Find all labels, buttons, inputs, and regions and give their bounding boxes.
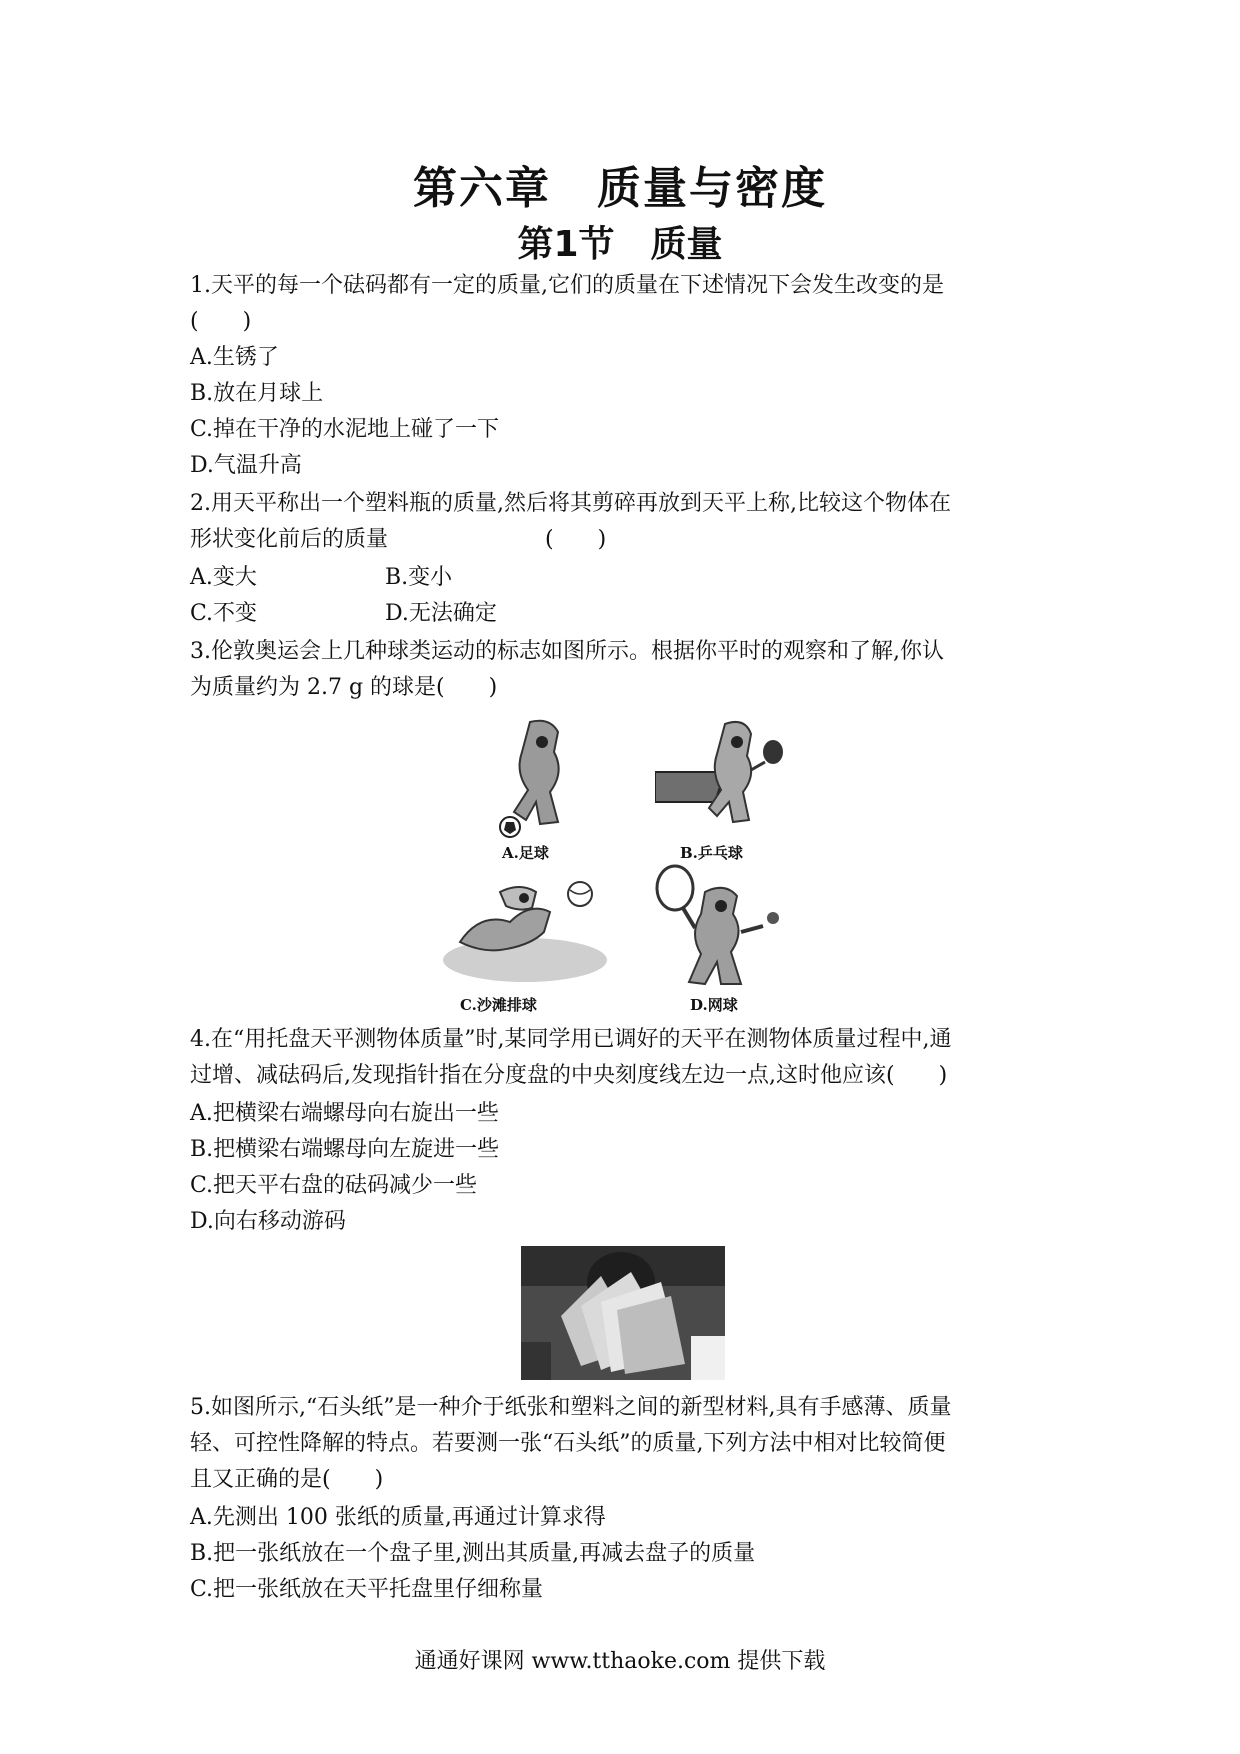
beach-volleyball-mascot-image	[440, 872, 610, 992]
q3-caption-a: A.足球	[502, 844, 549, 862]
q2-stem-line2: 形状变化前后的质量	[190, 527, 389, 552]
q4-option-b: B.把横梁右端螺母向左旋进一些	[190, 1137, 500, 1162]
q5-stem-line3: 且又正确的是( )	[190, 1467, 384, 1492]
q1-stem-line1: 1.天平的每一个砝码都有一定的质量,它们的质量在下述情况下会发生改变的是	[190, 273, 944, 298]
q2-option-c: C.不变	[190, 601, 258, 626]
pingpong-mascot-image	[655, 712, 795, 842]
q4-option-c: C.把天平右盘的砝码减少一些	[190, 1173, 478, 1198]
q5-stem-line2: 轻、可控性降解的特点。若要测一张“石头纸”的质量,下列方法中相对比较简便	[190, 1431, 946, 1456]
q2-answer-bracket: ( )	[545, 527, 607, 552]
q2-option-b: B.变小	[385, 565, 453, 590]
q5-option-a: A.先测出 100 张纸的质量,再通过计算求得	[190, 1505, 606, 1530]
q4-option-d: D.向右移动游码	[190, 1209, 346, 1234]
chapter-title: 第六章 质量与密度	[413, 163, 827, 214]
q3-caption-b: B.乒乓球	[680, 844, 743, 862]
q3-stem-line1: 3.伦敦奥运会上几种球类运动的标志如图所示。根据你平时的观察和了解,你认	[190, 639, 944, 664]
q1-option-d: D.气温升高	[190, 453, 302, 478]
football-mascot-image	[470, 712, 600, 842]
page-footer: 通通好课网 www.tthaoke.com 提供下载	[414, 1649, 826, 1674]
tennis-mascot-image	[645, 862, 785, 992]
q4-option-a: A.把横梁右端螺母向右旋出一些	[190, 1101, 499, 1126]
q5-option-b: B.把一张纸放在一个盘子里,测出其质量,再减去盘子的质量	[190, 1541, 756, 1566]
q4-stem-line1: 4.在“用托盘天平测物体质量”时,某同学用已调好的天平在测物体质量过程中,通	[190, 1027, 952, 1052]
q2-option-d: D.无法确定	[385, 601, 497, 626]
q1-stem-line2: ( )	[190, 309, 252, 334]
q1-option-b: B.放在月球上	[190, 381, 324, 406]
section-title: 第1节 质量	[517, 224, 723, 265]
q3-caption-d: D.网球	[690, 996, 738, 1014]
q4-stem-line2: 过增、减砝码后,发现指针指在分度盘的中央刻度线左边一点,这时他应该( )	[190, 1063, 948, 1088]
q3-caption-c: C.沙滩排球	[460, 996, 537, 1014]
q2-stem-line1: 2.用天平称出一个塑料瓶的质量,然后将其剪碎再放到天平上称,比较这个物体在	[190, 491, 951, 516]
q1-option-a: A.生锈了	[190, 345, 279, 370]
q1-option-c: C.掉在干净的水泥地上碰了一下	[190, 417, 500, 442]
q3-stem-line2: 为质量约为 2.7 g 的球是( )	[190, 675, 498, 700]
stone-paper-photo	[521, 1246, 725, 1380]
q5-option-c: C.把一张纸放在天平托盘里仔细称量	[190, 1577, 544, 1602]
q3-mascot-figure	[440, 712, 810, 1022]
q5-stem-line1: 5.如图所示,“石头纸”是一种介于纸张和塑料之间的新型材料,具有手感薄、质量	[190, 1395, 952, 1420]
q2-option-a: A.变大	[190, 565, 257, 590]
